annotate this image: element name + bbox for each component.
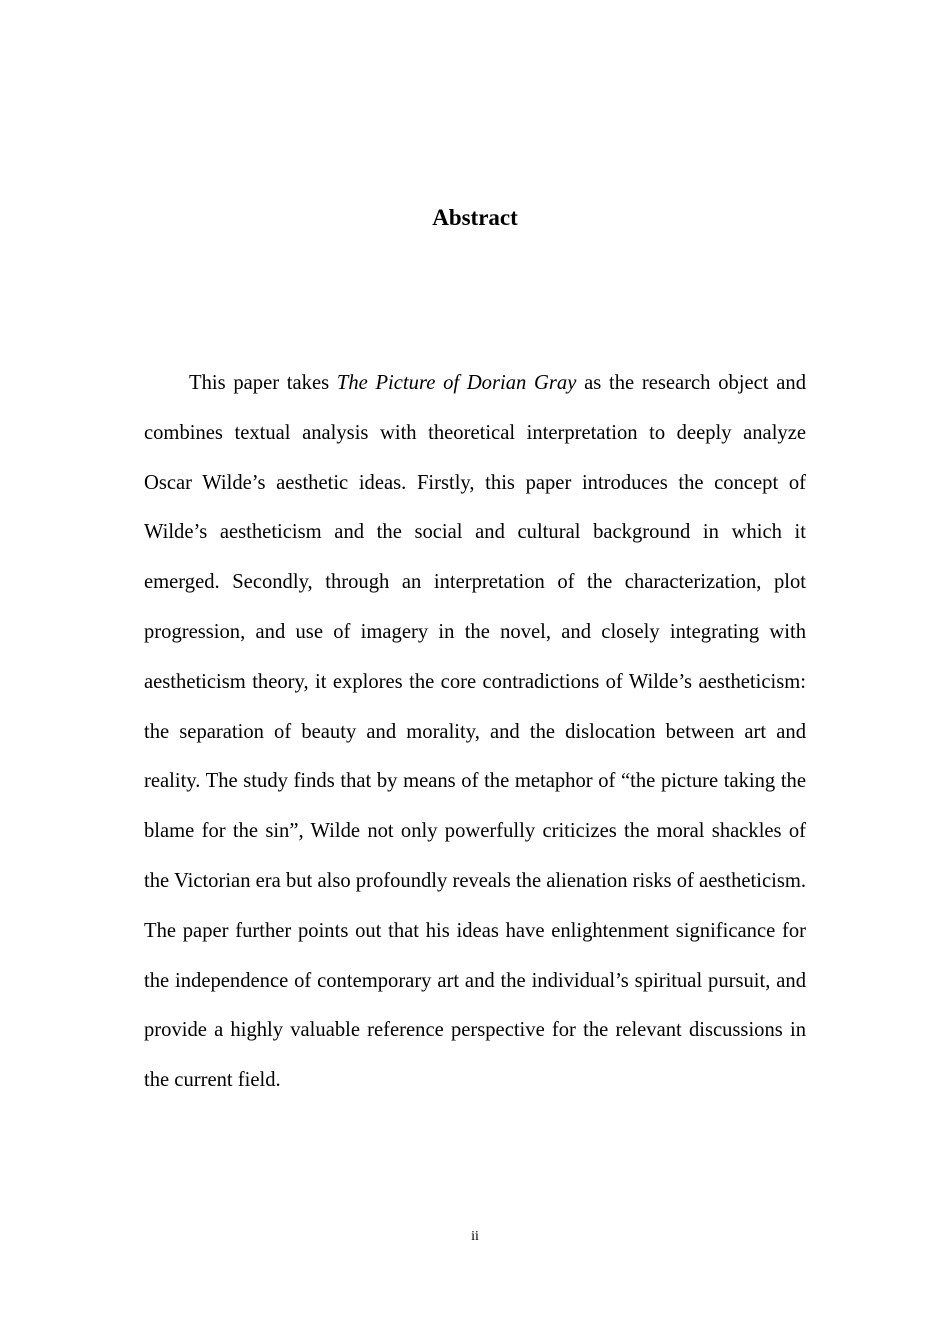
abstract-text-lead: This paper takes	[189, 372, 337, 394]
page-title: Abstract	[432, 205, 518, 230]
abstract-text-main: as the research object and combines textual analysis with theoretical interpretation to deeply analyze Oscar Wilde’s aesthetic ideas. Firstly, this paper introduces the concept of Wilde’s aestheticism and the social and cultural background in which it emerged. Secondly, through an interpretation of the characterization, plot progression, and use of imagery in the novel, and closely integrating with aestheticism theory, it explores the core contradictions of Wilde’s aestheticism: the separation of beauty and morality, and the dislocation between art and reality. The study finds that by means of the metaphor of “the picture taking the blame for the sin”, Wilde not only powerfully criticizes the moral shackles of the Victorian era but also profoundly reveals the alienation risks of aestheticism. The paper further points out that his ideas have enlightenment significance for the independence of contemporary art and the individual’s spiritual pursuit, and provide a highly valuable reference perspective for the relevant discussions in the current field.	[144, 372, 806, 1092]
abstract-paragraph	[144, 359, 806, 1106]
book-title: The Picture of Dorian Gray	[336, 372, 577, 394]
page-number: ii	[471, 1229, 479, 1244]
